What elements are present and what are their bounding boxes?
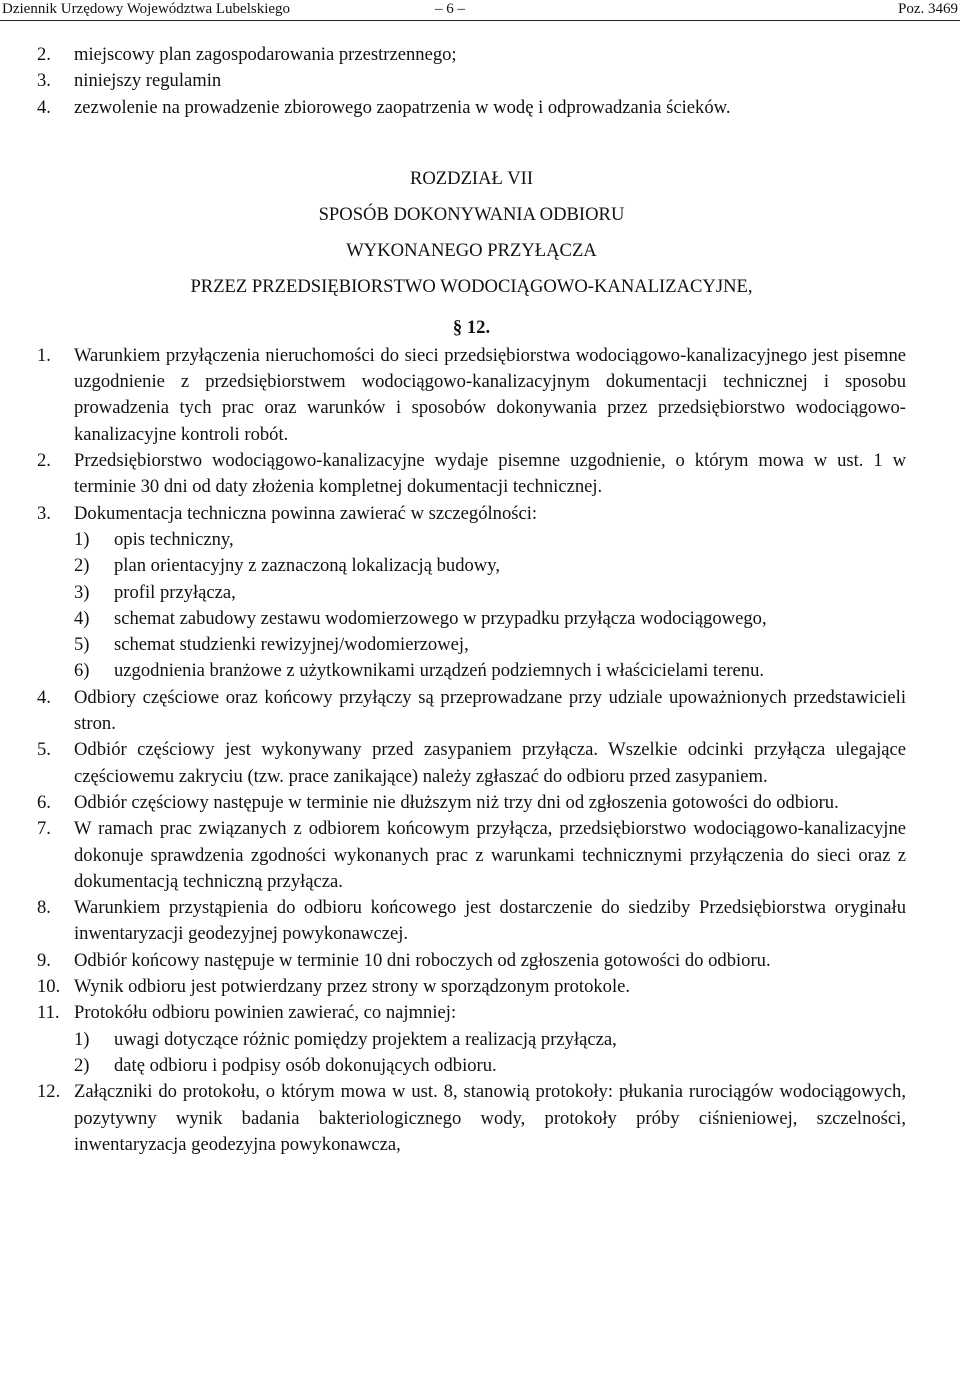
item-text: miejscowy plan zagospodarowania przestrzennego; (74, 44, 457, 65)
list-item (37, 1079, 906, 1158)
item-text: Odbiór końcowy następuje w terminie 10 dni roboczych od zgłoszenia gotowości do odbioru. (74, 949, 771, 971)
sub-item-text: profil przyłącza, (114, 581, 236, 603)
sub-item-number: 2) (74, 1054, 90, 1076)
item-text: Warunkiem przystąpienia do odbioru końcowego jest dostarczenie do siedziby Przedsiębiorstwa oryginału inwentaryzacji geodezyjnej powykonawczej. (74, 897, 906, 945)
sub-item-number: 5) (74, 634, 90, 656)
sub-item (74, 606, 906, 632)
item-number: 3. (37, 502, 51, 524)
item-number: 2. (37, 450, 51, 472)
page-number: – 6 – (435, 1, 465, 17)
item-number: 8. (37, 897, 51, 919)
list-item (37, 448, 906, 501)
position-number: Poz. 3469 (898, 1, 958, 17)
sub-item-number: 6) (74, 660, 90, 682)
item-text: Dokumentacja techniczna powinna zawierać w szczególności: (74, 502, 538, 524)
item-number: 6. (37, 791, 51, 813)
item-number: 10. (37, 976, 61, 998)
sub-item-text: schemat studzienki rewizyjnej/wodomierzowej, (114, 634, 469, 656)
chapter-number: ROZDZIAŁ VII (409, 167, 534, 189)
list-item (37, 68, 906, 94)
list-item (37, 343, 906, 448)
list-item (37, 895, 906, 948)
list-item (37, 974, 906, 1000)
chapter-title-line: WYKONANEGO PRZYŁĄCZA (346, 239, 597, 261)
item-text: Protokółu odbioru powinien zawierać, co najmniej: (74, 1002, 457, 1024)
item-number: 9. (37, 949, 51, 971)
list-item (37, 948, 906, 974)
sub-list (37, 1027, 906, 1080)
sub-item-number: 2) (74, 555, 90, 577)
list-item (37, 501, 906, 527)
paragraph-sign: § 12. (452, 316, 491, 338)
page-header (0, 0, 960, 21)
item-number: 4. (37, 686, 51, 708)
chapter-title-line: SPOSÓB DOKONYWANIA ODBIORU (318, 203, 625, 225)
item-number: 1. (37, 344, 51, 366)
item-text: Załączniki do protokołu, o którym mowa w ust. 8, stanowią protokoły: płukania rurociągów wodociągowych, pozytywny wynik badania bakteriologicznego wody, protokoły próby ciśnieniowej, szczelności, inwentaryzacja geodezyjna powykonawcza, (74, 1081, 906, 1155)
sub-item (74, 580, 906, 606)
item-text: niniejszy regulamin (74, 70, 222, 92)
list-item (37, 737, 906, 790)
item-number: 2. (37, 44, 51, 65)
journal-title: Dziennik Urzędowy Województwa Lubelskiego (2, 1, 291, 17)
list-item (37, 790, 906, 816)
sub-item (74, 527, 906, 553)
item-text: Wynik odbioru jest potwierdzany przez strony w sporządzonym protokole. (74, 976, 631, 998)
item-number: 3. (37, 70, 51, 92)
item-text: Przedsiębiorstwo wodociągowo-kanalizacyjne wydaje pisemne uzgodnienie, o którym mowa w ust. 1 w terminie 30 dni od daty złożenia kompletnej dokumentacji technicznej. (74, 450, 906, 498)
item-number: 11. (37, 1002, 60, 1024)
list-item (37, 685, 906, 738)
sub-item-text: plan orientacyjny z zaznaczoną lokalizacją budowy, (114, 555, 500, 577)
item-text: W ramach prac związanych z odbiorem końcowym przyłącza, przedsiębiorstwo wodociągowo-kanalizacyjne dokonuje sprawdzenia zgodności wykonanych prac z warunkami technicznymi przyłączenia do sieci oraz z dokumentacją techniczną przyłącza. (74, 818, 906, 892)
item-text: Odbiory częściowe oraz końcowy przyłączy są przeprowadzane przy udziale upoważnionych przedstawicieli stron. (74, 686, 906, 735)
sub-item-text: datę odbioru i podpisy osób dokonujących odbioru. (114, 1054, 497, 1076)
sub-item-text: uwagi dotyczące różnic pomiędzy projektem a realizacją przyłącza, (114, 1028, 617, 1050)
item-text: Warunkiem przyłączenia nieruchomości do sieci przedsiębiorstwa wodociągowo-kanalizacyjnego jest pisemne uzgodnienie z przedsiębiorstwem wodociągowo-kanalizacyjnym dokumentacji technicznej i sposobu prowadzenia tych prac oraz warunków i sposobów dokonywania przez przedsiębiorstwo wodociągowo-kanalizacyjne kontroli robót. (74, 344, 906, 445)
chapter-heading (37, 161, 906, 305)
list-item (37, 95, 906, 121)
chapter-title-line: PRZEZ PRZEDSIĘBIORSTWO WODOCIĄGOWO-KANALIZACYJNE, (190, 275, 753, 297)
list-item (37, 1000, 906, 1026)
list-item (37, 42, 906, 68)
item-number: 7. (37, 818, 51, 840)
sub-item-number: 1) (74, 1028, 90, 1050)
item-text: Odbiór częściowy następuje w terminie nie dłuższym niż trzy dni od zgłoszenia gotowości do odbioru. (74, 791, 839, 813)
item-number: 4. (37, 96, 51, 118)
item-number: 12. (37, 1081, 61, 1103)
sub-item (74, 1027, 906, 1053)
sub-item-text: schemat zabudowy zestawu wodomierzowego w przypadku przyłącza wodociągowego, (114, 607, 767, 629)
sub-item-text: uzgodnienia branżowe z użytkownikami urządzeń podziemnych i właścicielami terenu. (114, 660, 765, 682)
spacer (37, 121, 906, 161)
sub-item (74, 553, 906, 579)
sub-item-number: 1) (74, 528, 90, 550)
sub-item-number: 4) (74, 607, 90, 629)
sub-item (74, 632, 906, 658)
sub-list (37, 527, 906, 685)
document-body (37, 42, 906, 1158)
list-item (37, 816, 906, 895)
sub-item-text: opis techniczny, (114, 528, 234, 550)
item-text: zezwolenie na prowadzenie zbiorowego zaopatrzenia w wodę i odprowadzania ścieków. (74, 96, 731, 118)
sub-item (74, 658, 906, 684)
sub-item-number: 3) (74, 581, 90, 603)
item-number: 5. (37, 739, 51, 761)
sub-item (74, 1053, 906, 1079)
item-text: Odbiór częściowy jest wykonywany przed zasypaniem przyłącza. Wszelkie odcinki przyłącza ulegające częściowemu zakryciu (tzw. prace zanikające) należy zgłaszać do odbioru przed zasypaniem. (74, 739, 906, 787)
